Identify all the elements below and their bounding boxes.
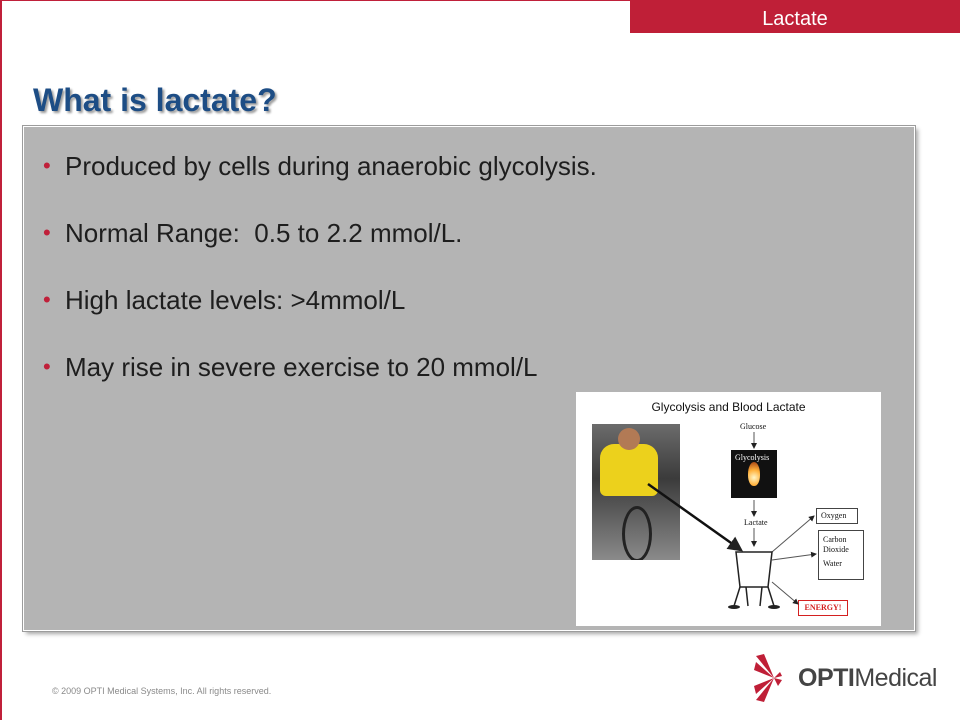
- bucket-legs: [734, 587, 774, 606]
- bullet-item: • Normal Range: 0.5 to 2.2 mmol/L.: [43, 218, 463, 248]
- lactate-label: Lactate: [744, 518, 768, 527]
- bullet-item: • High lactate levels: >4mmol/L: [43, 285, 406, 315]
- copyright-text: © 2009 OPTI Medical Systems, Inc. All rights reserved.: [52, 686, 272, 696]
- bullet-icon: •: [43, 354, 51, 379]
- bullet-icon: •: [43, 287, 51, 312]
- figure-title: Glycolysis and Blood Lactate: [651, 400, 806, 414]
- bullet-item: • May rise in severe exercise to 20 mmol/L: [43, 352, 538, 382]
- oxygen-box: Oxygen: [816, 508, 858, 524]
- diagram-arrows: [576, 392, 881, 626]
- bullet-list: [41, 151, 597, 419]
- arrow-products: [772, 554, 816, 560]
- bullet-item: • Produced by cells during anaerobic glycolysis.: [43, 151, 597, 181]
- page-title: What is lactate?: [33, 82, 277, 118]
- glucose-label: Glucose: [740, 422, 767, 431]
- opti-medical-logo: [752, 650, 942, 706]
- glycolysis-diagram: [576, 392, 881, 626]
- bullet-icon: •: [43, 220, 51, 245]
- glycolysis-label: Glycolysis: [735, 453, 770, 462]
- top-accent-rule: [0, 0, 630, 1]
- products-box: Carbon Dioxide Water: [818, 530, 864, 580]
- bullet-icon: •: [43, 153, 51, 178]
- arrow-energy: [772, 582, 798, 604]
- section-tag: Lactate: [630, 0, 960, 33]
- leg-foot: [768, 605, 780, 609]
- muscle-bucket: [736, 552, 772, 587]
- energy-label: ENERGY!: [798, 600, 848, 616]
- leg-foot: [728, 605, 740, 609]
- logo-wordmark: OPTIMedical: [798, 664, 937, 692]
- arrow-cyclist: [648, 484, 741, 550]
- starburst-icon: [752, 650, 796, 706]
- left-accent-rule: [0, 0, 2, 720]
- arrow-oxygen: [772, 516, 814, 552]
